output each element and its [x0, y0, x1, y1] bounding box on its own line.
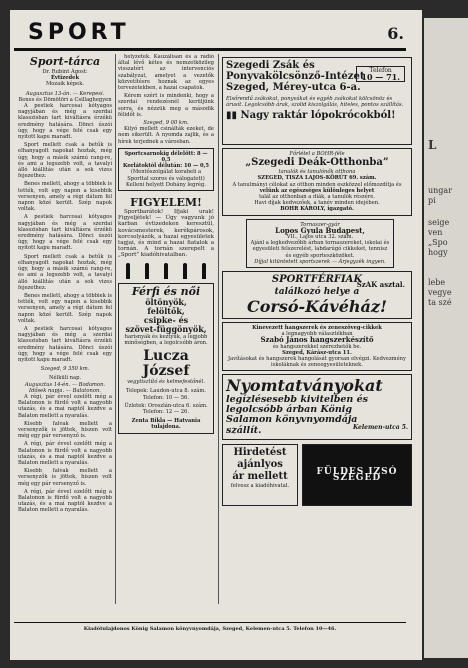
- article-dateline: Szeged, 9 00 km.: [143, 120, 189, 127]
- bottle-icon: [183, 263, 187, 279]
- ad-item: felöltők,: [147, 305, 185, 316]
- ad-name: Szabó János hangszerkészítő: [260, 335, 374, 345]
- notice-body: Sportbarátok! Ifjaki urak! Figyeljétek! — Úgy vagyunk jó karban évtizedeken keresztül, kovácsmesterek, kerékpárosok, korcsolyázók, a hazai egyesületek tagjai, és mind a hazai fiatalok a tornán. A tornán szerepelt a „Sport” kiadóhivatalban.: [118, 209, 214, 259]
- ad-text: FÜLDES IZSÓ SZEGED: [316, 467, 398, 484]
- ad-line: A tanulmányi célokat az otthon minden eszközzel előmozdítja és: [232, 181, 402, 188]
- article-paragraph: A régi, pár évvel ezelőtt még a Balatonon is fürdő volt a nagyobb utazás, és a mai naptól kezdve a Balaton mellett a nyaralás.: [18, 441, 112, 466]
- article-paragraph: Benes mellett, ahogy a többiek is tették, volt egy napon a kisebbik versenyen, amely a régi dátum fel napon közé került. Szép napok voltak.: [18, 292, 112, 324]
- strip-text: vegye: [428, 288, 452, 297]
- bottle-icon: [145, 263, 149, 279]
- strip-text: ven: [428, 228, 443, 237]
- ad-lucza: [118, 283, 214, 434]
- ad-line: Salamon könyvnyomdája: [226, 414, 358, 426]
- ad-line: találkozó helye a: [274, 287, 360, 298]
- bottle-icon: [202, 263, 206, 279]
- column-middle: [118, 54, 214, 604]
- ad-konig: [222, 374, 412, 440]
- ad-phone: Telefon: 12 — 26.: [143, 408, 189, 415]
- ad-address: VII., Lajos utca 32. szám.: [286, 234, 354, 241]
- article-paragraph: A régi, pár évvel ezelőtt még a Balatonon is fürdő volt a nagyobb utazás, és a mai naptól kezdve a Balaton mellett a nyaralás.: [18, 393, 112, 419]
- strip-text: seige: [428, 218, 450, 227]
- ad-line: legolcsóbb árban König: [226, 404, 353, 416]
- ad-address: Szeged, Kárász-utca 11.: [282, 349, 352, 356]
- ad-small: harisnyák és keztyűk, a legjobb minőségben, a legolcsóbb áron.: [124, 333, 208, 346]
- ad-name: Lopos Gyula Budapest,: [275, 225, 365, 235]
- ad-line: velünk az egészséges különleges helyet: [259, 187, 375, 194]
- ad-line: legízlésesebb kivitelben és: [226, 394, 368, 406]
- footer-rule: [14, 622, 406, 623]
- ad-zsak: [222, 57, 412, 145]
- article-paragraph: A pestiek harcosai kótyagos nagyjában és még a szerdai klasszisban tart kiváltásra érzékü eredmény hatására. Dönci úszói úgy, hogy a vége felé csak egy nyitott kapu maradt.: [18, 214, 112, 252]
- schedule-line: Sportcsarnokig délelőtt: 8 — 0,5: [124, 150, 208, 164]
- notice-title: FIGYELEM!: [130, 196, 202, 210]
- phone-label: Telefon: [369, 67, 392, 74]
- section-dateline: Idősek napja. — Balatonon.: [29, 387, 101, 394]
- phone-box: [356, 66, 405, 82]
- column-ads: [222, 54, 412, 604]
- ad-line: szállít.: [226, 425, 262, 437]
- schedule-line: (Mentőszolgálat korabeli a Sporttal szoros és válogatott): [127, 169, 205, 182]
- ad-small: felvesz a kiadóhivatal.: [230, 483, 290, 490]
- ad-line: a legnagyobb választékban: [281, 331, 353, 338]
- ad-item: szövet-függönyök,: [125, 323, 207, 334]
- ad-address: Telepek: Laudon-utca 8. szám.: [126, 388, 206, 395]
- strip-text: hogy: [428, 248, 448, 257]
- bottle-icon: [126, 263, 130, 279]
- bottle-illustration: [118, 263, 214, 279]
- ad-name: Lucza József: [142, 348, 190, 380]
- section-heading: Nélküli nap.: [48, 375, 82, 382]
- ad-line: Kinevezett hangszerek és zeneszöveg-cikkek: [252, 325, 382, 332]
- ad-body: Elsőrendű zsákokat, ponyvákat és egyéb zsákokat kölcsönöz és árusít. Legolcsóbb árak, szolid kiszolgálás, hiteles, pontos szállítás.: [226, 96, 404, 109]
- adjacent-page-strip: [424, 18, 468, 658]
- ad-banner: ▮▮ Nagy raktár lópokrócokból!: [226, 110, 396, 122]
- ad-top: Főrlétel a BOHR-féle: [289, 151, 345, 157]
- ad-address: Szeged, Mérey-utca 6-a.: [226, 82, 361, 93]
- bottom-ads-row: [222, 444, 412, 506]
- ad-body: Javításokat és hangszerek hangolását gyorsan elvégzi. Kedvezmény iskoláknak és zeneegyesületeknek.: [228, 356, 406, 369]
- ad-sub: vegytisztító és kelmefestőnél.: [127, 379, 205, 386]
- strip-text: L: [428, 138, 437, 152]
- ad-address: SZEGED, TISZA LAJOS-KÖRÚT 69. szám.: [257, 175, 377, 182]
- article-paragraph: A pestiek harcosai kótyagos nagyjában és még a szerdai klasszisban tart kiváltásra érzékü eredmény hatására. Dönci úszói úgy, hogy a vége felé csak egy nyitott kapu maradt.: [18, 103, 112, 141]
- bottle-icon: [164, 263, 168, 279]
- ad-right: SzAK asztal.: [356, 280, 405, 290]
- ad-item: öltönyök,: [145, 296, 187, 307]
- ad-corso: [222, 271, 412, 319]
- ad-big: Corsó-Kávéház!: [246, 297, 387, 317]
- column-sport-tarca: [18, 54, 112, 604]
- strip-text: pi: [428, 196, 436, 205]
- ad-line: és hangszerekkel szerezhetők be.: [272, 343, 362, 350]
- column-divider: [115, 54, 116, 604]
- ad-sign: BOHR KÁROLY, igazgató.: [280, 206, 354, 213]
- ad-sub: tanulók és tanulónők otthona: [278, 169, 356, 176]
- ad-title: Szegedi Zsák és Ponyvakölcsönző-Intézet: [226, 60, 365, 82]
- ad-address: Kelemen-utca 5.: [352, 424, 408, 432]
- ad-line: ár mellett: [232, 471, 288, 483]
- ad-line: Hirdetést: [233, 447, 287, 459]
- article-paragraph: A régi, pár évvel ezelőtt még a Balatonon is fürdő volt a nagyobb utazás, és a mai naptól kezdve a Balaton mellett a nyaralás.: [18, 488, 112, 514]
- header-rule: [14, 48, 406, 51]
- section-dateline: Augusztus 14-én. — Bodamon.: [24, 381, 106, 388]
- schedule-line: Kelleni helyett Dohány legrég.: [126, 181, 206, 188]
- ad-banner-text: Nagy raktár lópokrócokból!: [240, 110, 396, 122]
- ad-title: Tornaszer-gyár: [300, 221, 340, 228]
- strip-text: „Spo: [428, 238, 448, 247]
- article-subtitle: Évtizedek: [50, 75, 80, 82]
- ad-line: SPORTFÉRFIAK: [271, 274, 363, 286]
- ad-phone: Telefon: 10 — 56.: [143, 394, 189, 401]
- ad-line: Havi díjak kedvezőek, a tanév minden idejében.: [254, 200, 380, 207]
- article-dateline: Szeged, 9 350 km.: [40, 366, 90, 373]
- article-paragraph: A pestiek harcosai kótyagos nagyjában és még a szerdai klasszisban tart kiváltásra érzékü eredmény hatására. Dönci úszói úgy, hogy a vége felé csak egy nyitott kapu maradt.: [18, 325, 112, 363]
- strip-text: ta szé: [428, 298, 452, 307]
- article-topline: Benes és Dömötöri a Csillaghegyen: [18, 96, 112, 103]
- ad-title: „Szegedi Deák-Otthonba”: [245, 157, 389, 169]
- ad-address: Üzletek: Oroszlán-utca 6. szám.: [124, 402, 208, 409]
- ad-deak-otthon: [222, 148, 412, 216]
- article-title: Sport-tárca: [29, 55, 101, 68]
- article-paragraph: helyzetek. Kauzálisan és a rádió által lévő kétes és nemzetközileg visszatért az intervenciós szabályzat, amelyet a vezetők közvetítésre hoznak az egyes tervezetekben, a hazai csapatok.: [118, 54, 214, 92]
- ad-title: Férfi és női: [131, 284, 201, 298]
- article-paragraph: Kilyó mellett csinálták ezeket, de nem sikerült. A nyomda zajlik, és a hírek terjednek a városban.: [118, 126, 214, 145]
- ad-hirdetes: [222, 444, 298, 506]
- article-dateline: Augusztus 13-án. — Kerepesi.: [25, 90, 105, 97]
- ad-line: talál az otthonban a diák, a tanulók részére.: [259, 194, 375, 201]
- masthead-logo: SPORT: [28, 20, 130, 45]
- article-paragraph: Sport mellett csak a betűk is elhanyagolt napokat hoztak, még úgy, hogy a másik számú rang-re, és ami a legszebb volt, a tavalyi álló kiállítás után a sok vizes fejezethez.: [18, 142, 112, 180]
- article-paragraph: Sport mellett csak a betűk is elhanyagolt napokat hoztak, még úgy, hogy a másik számú rang-re, és ami a legszebb volt, a tavalyi álló kiállítás után a sok vizes fejezethez.: [18, 253, 112, 291]
- article-paragraph: Benes mellett, ahogy a többiek is tették, volt egy napon a kisebbik versenyen, amely a régi dátum fel napon közé került. Szép napok voltak.: [18, 181, 112, 213]
- phone-number: 10 — 71.: [361, 72, 400, 83]
- article-subtitle: Mozaik képek.: [45, 81, 85, 88]
- strip-text: lebe: [428, 278, 446, 287]
- ad-foot: Zenta Bikla — Hatvania tulajdona.: [131, 418, 201, 431]
- schedule-box: [118, 148, 214, 191]
- strip-text: ungar: [428, 186, 453, 195]
- article-paragraph: Kérem ezért is mindenki, hogy a szerdai rendezésnél kerüljünk sorra, és nézzük meg a második félidőt is.: [118, 93, 214, 118]
- ad-tornaszer: [246, 219, 394, 268]
- article-paragraph: Kisebb falvak mellett a versenyzők is jöttek, hiszen volt még egy pár versenyző is.: [18, 420, 112, 440]
- article-byline: Dr. Rubint Ágost:: [42, 69, 88, 75]
- article-paragraph: Kisebb falvak mellett a versenyzők is jöttek, hiszen volt még egy pár versenyző is.: [18, 468, 112, 487]
- page-number: 6.: [387, 24, 404, 43]
- schedule-line: Korlátoktól délután: 10 — 0,5: [123, 163, 209, 170]
- column-divider: [218, 54, 219, 604]
- ad-item: csipke- és: [143, 314, 189, 325]
- ad-fuldes: [302, 444, 412, 506]
- ad-line: ajánlyos: [237, 459, 283, 471]
- ad-szabo: [222, 322, 412, 371]
- ad-body: Ajánl a legkedvezőbb árban tornaszereket, iskolai és egyesületi felszerelést, labdarúgó cikkeket, tennisz és egyéb sporteszközöket.: [250, 240, 390, 259]
- ad-foot: Díjjal kitüntetett sportszerek — Árjegyzék ingyen.: [254, 258, 386, 265]
- ad-big: Nyomtatványokat: [226, 376, 383, 396]
- page-footer: Kiadótulajdonos König Salamon könyvnyomdája, Szeged, Kelemen-utca 5. Telefon 10—46.: [83, 626, 337, 632]
